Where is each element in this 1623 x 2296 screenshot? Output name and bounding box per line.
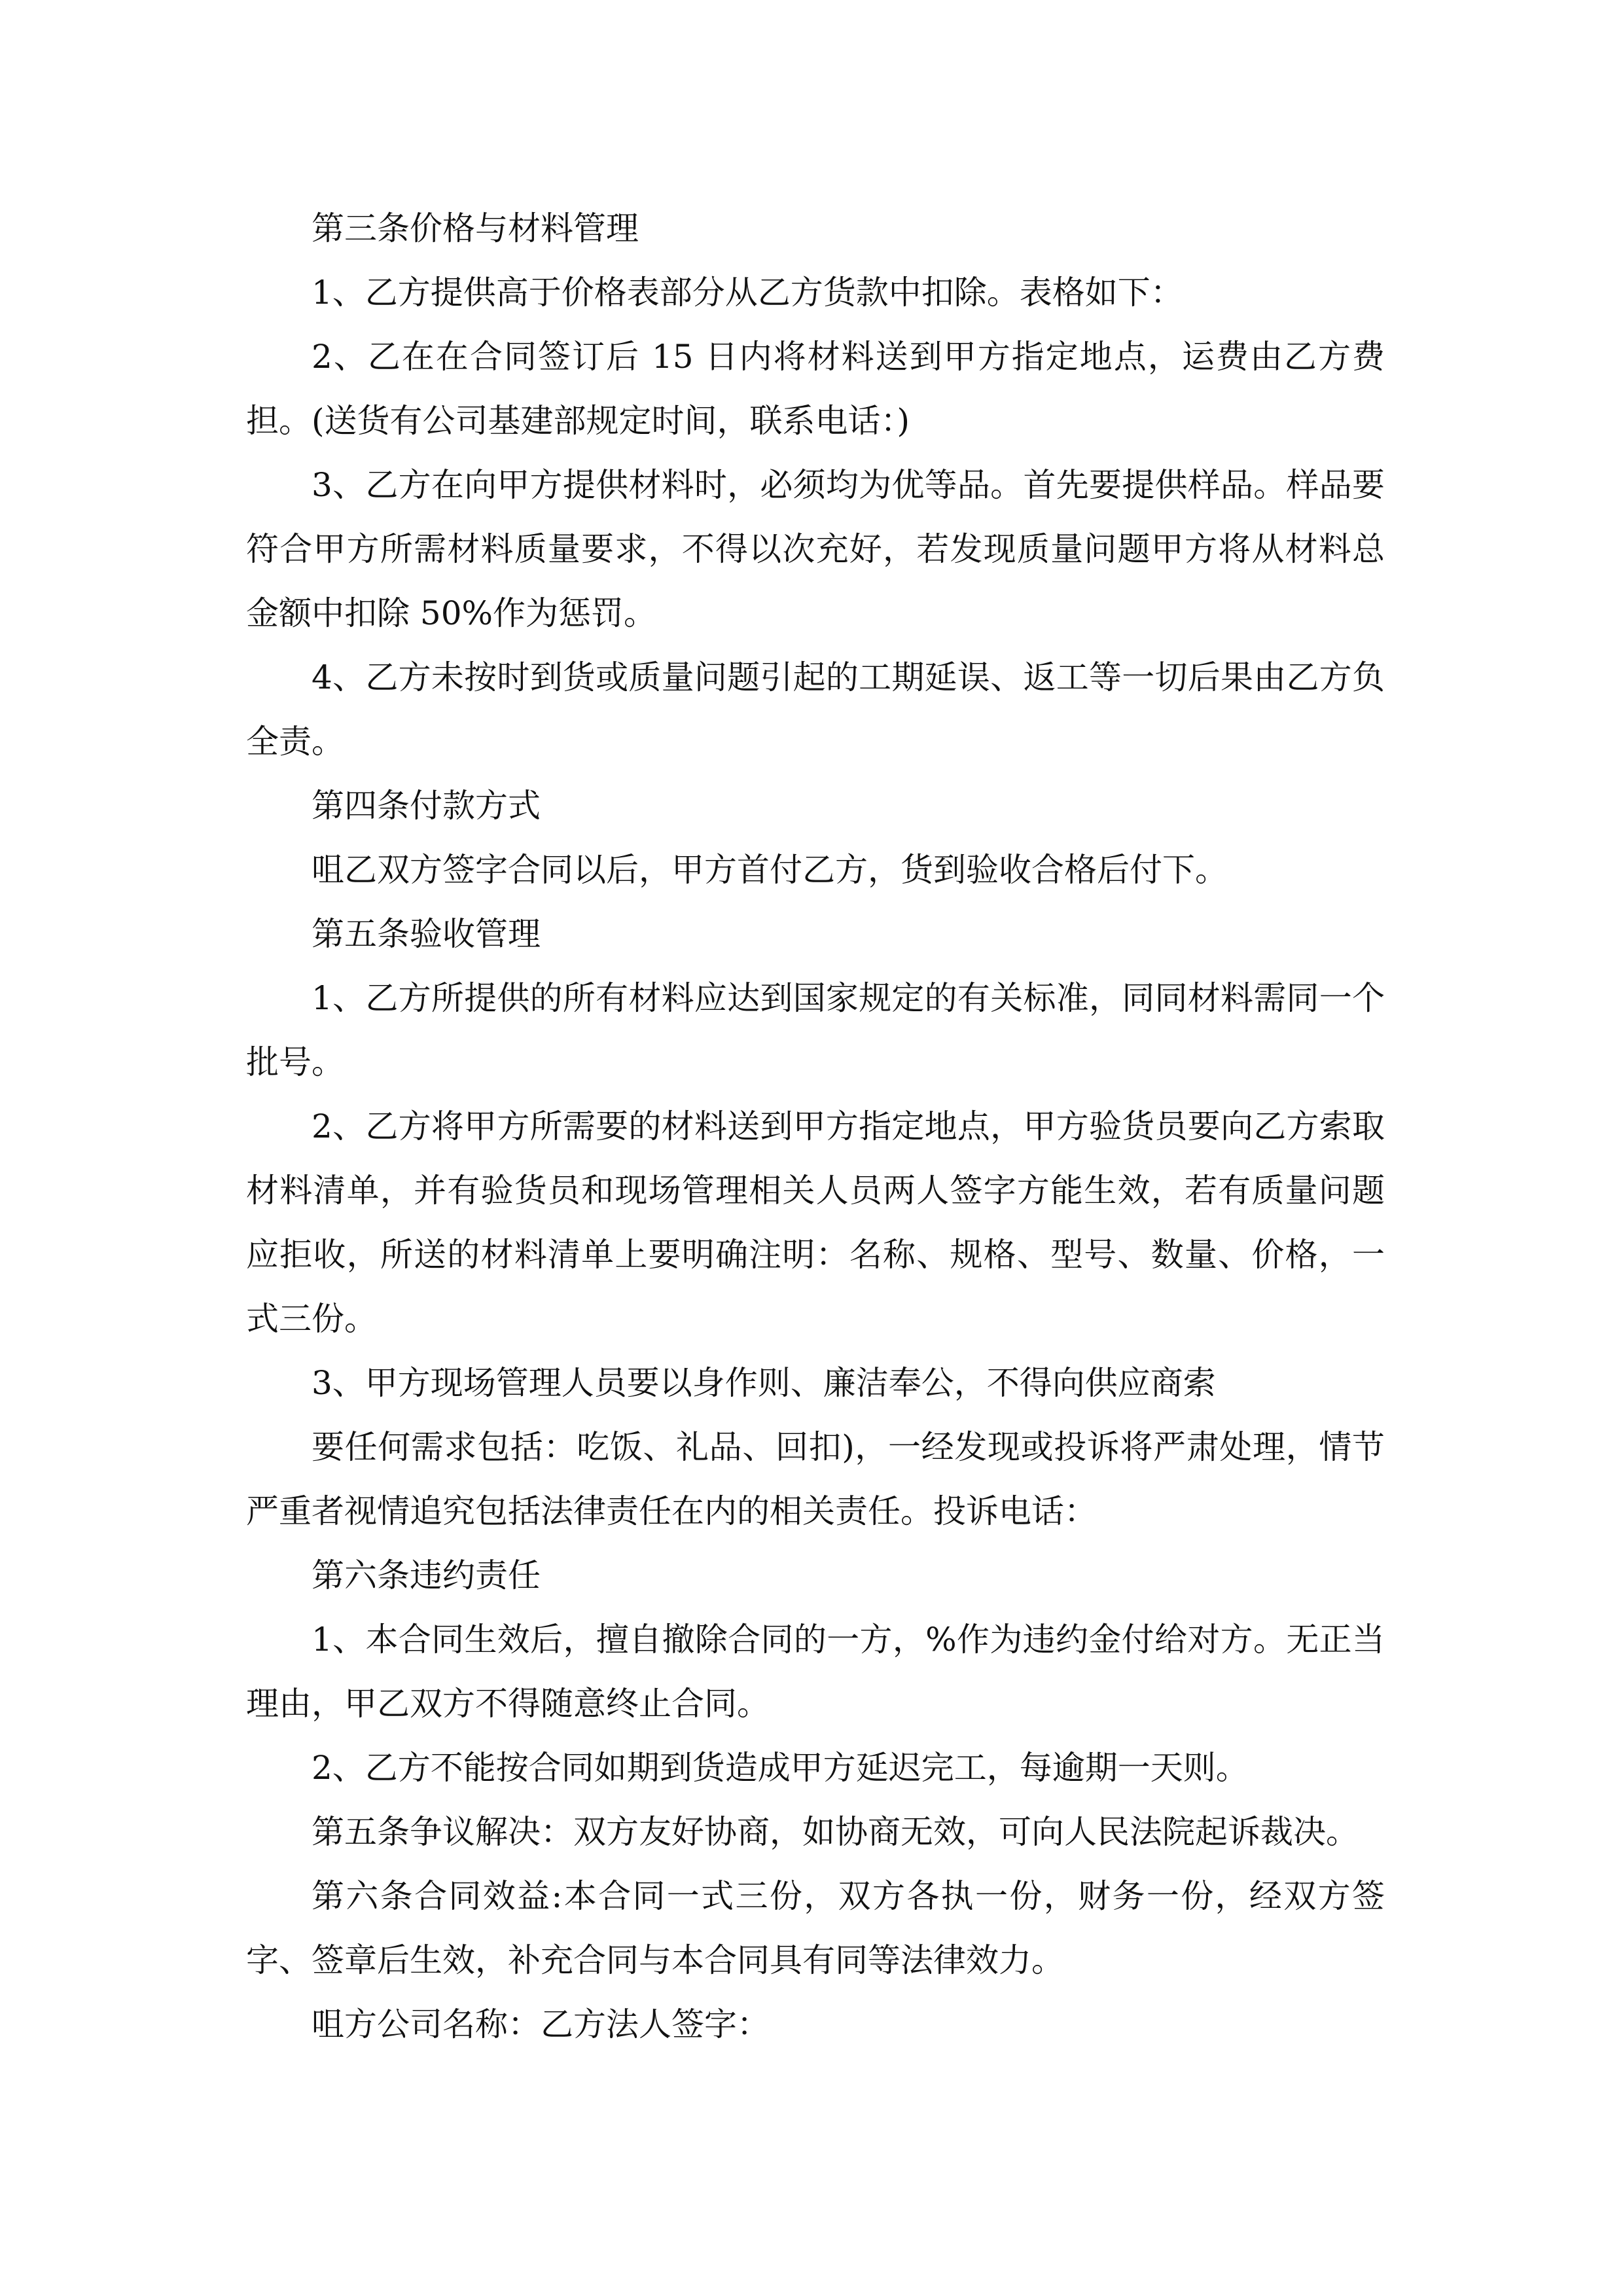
heading-article-4: 第四条付款方式 [312,787,541,825]
heading-article-3: 第三条价格与材料管理 [312,209,639,247]
paragraph: 2、乙方不能按合同如期到货造成甲方延迟完工，每逾期一天则。 [312,1749,1249,1787]
paragraph: 1、乙方提供高于价格表部分从乙方货款中扣除。表格如下： [312,274,1183,312]
paragraph: 2、乙方将甲方所需要的材料送到甲方指定地点，甲方验货员要向乙方索取材料清单，并有验货员和现场管理相关人员两人签字方能生效，若有质量问题应拒收，所送的材料清单上要明确注明：名称、规格、型号、数量、价格，一式三份。 [246,1107,1385,1338]
paragraph: 3、乙方在向甲方提供材料时，必须均为优等品。首先要提供样品。样品要符合甲方所需材料质量要求，不得以次充好，若发现质量问题甲方将从材料总金额中扣除 50%作为惩罚。 [246,466,1385,632]
paragraph: 3、甲方现场管理人员要以身作则、廉洁奉公，不得向供应商索 [312,1364,1216,1402]
paragraph: 2、乙在在合同签订后 15 日内将材料送到甲方指定地点，运费由乙方费担。(送货有公司基建部规定时间，联系电话：) [246,338,1385,440]
contract-body [246,196,1385,2056]
signature-line: 咀方公司名称：乙方法人签字： [312,2005,770,2043]
paragraph-effect: 第六条合同效益:本合同一式三份，双方各执一份，财务一份，经双方签字、签章后生效，补充合同与本合同具有同等法律效力。 [246,1877,1385,1979]
paragraph: 4、乙方未按时到货或质量问题引起的工期延误、返工等一切后果由乙方负全责。 [246,658,1385,761]
paragraph: 要任何需求包括：吃饭、礼品、回扣)，一经发现或投诉将严肃处理，情节严重者视情追究包括法律责任在内的相关责任。投诉电话： [246,1428,1385,1530]
paragraph: 1、本合同生效后，擅自撤除合同的一方，%作为违约金付给对方。无正当理由，甲乙双方不得随意终止合同。 [246,1621,1385,1723]
paragraph: 咀乙双方签字合同以后，甲方首付乙方，货到验收合格后付下。 [312,851,1228,889]
heading-article-6: 第六条违约责任 [312,1556,541,1594]
heading-article-5: 第五条验收管理 [312,915,541,953]
paragraph-dispute: 第五条争议解决：双方友好协商，如协商无效，可向人民法院起诉裁决。 [312,1813,1359,1851]
paragraph: 1、乙方所提供的所有材料应达到国家规定的有关标准，同同材料需同一个批号。 [246,979,1385,1081]
